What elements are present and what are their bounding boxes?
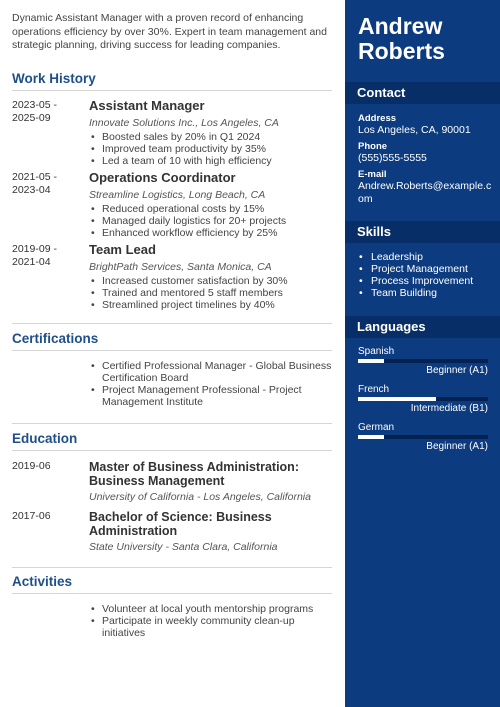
achievement-item: • Improved team productivity by 35% xyxy=(89,143,332,155)
education-date: 2019-06 xyxy=(12,460,51,472)
skill-item: • Project Management xyxy=(358,263,473,275)
activities-list xyxy=(89,603,332,639)
work-date: 2023-05 - 2025-09 xyxy=(12,99,57,124)
school-name: State University - Santa Clara, California xyxy=(89,541,278,553)
achievement-item: • Enhanced workflow efficiency by 25% xyxy=(89,227,332,239)
address-value: Los Angeles, CA, 90001 xyxy=(358,124,471,136)
proficiency-level: Beginner (A1) xyxy=(426,441,488,452)
skill-item: • Team Building xyxy=(358,287,473,299)
phone-label: Phone xyxy=(358,141,388,152)
proficiency-bar xyxy=(358,397,488,401)
proficiency-bar xyxy=(358,435,488,439)
skills-list xyxy=(358,251,473,299)
sidebar xyxy=(345,0,500,707)
certifications-list xyxy=(89,360,332,408)
proficiency-bar xyxy=(358,359,488,363)
work-date: 2019-09 - 2021-04 xyxy=(12,243,57,268)
skill-item: • Leadership xyxy=(358,251,473,263)
language-entry xyxy=(358,384,488,415)
language-entry xyxy=(358,422,488,453)
activity-item: • Participate in weekly community clean-up initiatives xyxy=(89,615,332,639)
achievement-item: • Trained and mentored 5 staff members xyxy=(89,287,332,299)
proficiency-fill xyxy=(358,359,384,363)
job-title: Team Lead xyxy=(89,242,156,257)
section-divider xyxy=(12,450,332,451)
education-date: 2017-06 xyxy=(12,510,51,522)
skills-heading: Skills xyxy=(345,221,500,243)
language-entry xyxy=(358,346,488,377)
proficiency-fill xyxy=(358,435,384,439)
profile-summary: Dynamic Assistant Manager with a proven record of enhancing operations efficiency by over 30%. Expert in team management and strategic planning, driving success for leading companies. xyxy=(12,12,327,51)
achievement-list xyxy=(89,275,332,311)
language-name: German xyxy=(358,422,395,433)
job-title: Assistant Manager xyxy=(89,98,205,113)
achievement-item: • Managed daily logistics for 20+ projects xyxy=(89,215,332,227)
section-divider xyxy=(12,567,332,568)
phone-value: (555)555-5555 xyxy=(358,152,427,164)
company-name: BrightPath Services, Santa Monica, CA xyxy=(89,261,272,273)
address-label: Address xyxy=(358,113,397,124)
certifications-heading: Certifications xyxy=(12,331,99,346)
language-name: French xyxy=(358,384,390,395)
achievement-item: • Boosted sales by 20% in Q1 2024 xyxy=(89,131,332,143)
contact-heading: Contact xyxy=(345,82,500,104)
section-divider xyxy=(12,90,332,91)
section-divider xyxy=(12,593,332,594)
education-heading: Education xyxy=(12,431,78,446)
skill-item: • Process Improvement xyxy=(358,275,473,287)
achievement-item: • Led a team of 10 with high efficiency xyxy=(89,155,332,167)
degree-title: Bachelor of Science: Business Administration xyxy=(89,510,272,538)
email-value: Andrew.Roberts@example.com xyxy=(358,180,492,205)
achievement-list xyxy=(89,131,332,167)
section-divider xyxy=(12,323,332,324)
section-divider xyxy=(12,423,332,424)
job-title: Operations Coordinator xyxy=(89,170,236,185)
degree-title: Master of Business Administration: Business Management xyxy=(89,460,299,488)
achievement-item: • Reduced operational costs by 15% xyxy=(89,203,332,215)
company-name: Streamline Logistics, Long Beach, CA xyxy=(89,189,266,201)
email-label: E-mail xyxy=(358,169,387,180)
certification-item: • Certified Professional Manager - Global Business Certification Board xyxy=(89,360,332,384)
candidate-name: Andrew Roberts xyxy=(358,13,445,64)
certification-item: • Project Management Professional - Project Management Institute xyxy=(89,384,332,408)
languages-heading: Languages xyxy=(345,316,500,338)
achievement-list xyxy=(89,203,332,239)
proficiency-level: Intermediate (B1) xyxy=(410,403,488,414)
language-name: Spanish xyxy=(358,346,395,357)
activity-item: • Volunteer at local youth mentorship programs xyxy=(89,603,332,615)
activities-heading: Activities xyxy=(12,574,73,589)
school-name: University of California - Los Angeles, California xyxy=(89,491,311,503)
company-name: Innovate Solutions Inc., Los Angeles, CA xyxy=(89,117,279,129)
proficiency-fill xyxy=(358,397,436,401)
work-history-heading: Work History xyxy=(12,71,96,86)
proficiency-level: Beginner (A1) xyxy=(426,365,488,376)
achievement-item: • Streamlined project timelines by 40% xyxy=(89,299,332,311)
achievement-item: • Increased customer satisfaction by 30% xyxy=(89,275,332,287)
section-divider xyxy=(12,350,332,351)
work-date: 2021-05 - 2023-04 xyxy=(12,171,57,196)
